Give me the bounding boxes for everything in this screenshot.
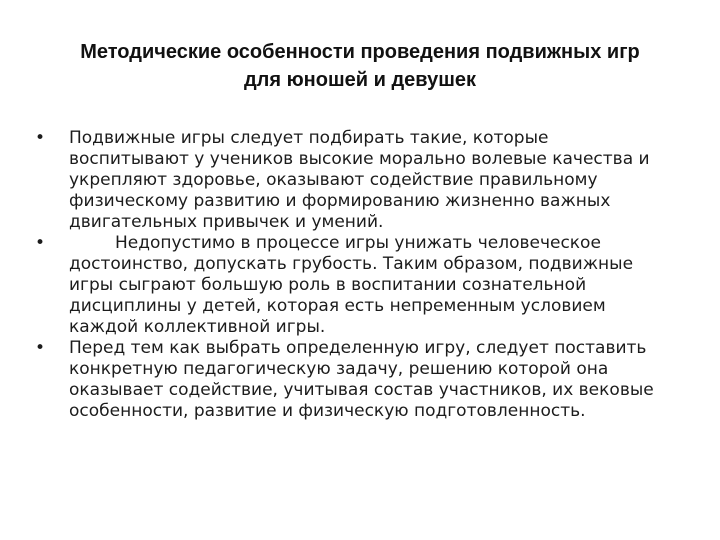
bullet-icon: • xyxy=(34,128,46,148)
bullet-2-line-2: достоинство, допускать грубость. Таким образом, подвижные xyxy=(69,254,634,274)
bullet-3-line-1: Перед тем как выбрать определенную игру, следует поставить xyxy=(69,338,647,358)
bullet-1-line-1: Подвижные игры следует подбирать такие, которые xyxy=(69,128,549,148)
bullet-item-1 xyxy=(30,128,695,233)
bullet-2-line-4: дисциплины у детей, которая есть непременным условием xyxy=(69,296,606,316)
slide-title xyxy=(40,38,680,94)
bullet-3-line-3: оказывает содействие, учитывая состав участников, их вековые xyxy=(69,380,654,400)
bullet-item-3 xyxy=(30,338,695,422)
bullet-icon: • xyxy=(34,338,46,358)
bullet-icon: • xyxy=(34,233,46,253)
bullet-2-line-3: игры сыграют большую роль в воспитании сознательной xyxy=(69,275,587,295)
slide-title-line-2: для юношей и девушек xyxy=(243,69,477,91)
bullet-1-line-5: двигательных привычек и умений. xyxy=(69,212,384,232)
bullet-3-line-4: особенности, развитие и физическую подготовленность. xyxy=(69,401,586,421)
bullet-2-line-5: каждой коллективной игры. xyxy=(69,317,326,337)
slide-title-line-1: Методические особенности проведения подвижных игр xyxy=(80,41,640,63)
bullet-2-line-1 xyxy=(69,233,695,254)
bullet-1-line-3: укрепляют здоровье, оказывают содействие правильному xyxy=(69,170,598,190)
bullet-1-line-2: воспитывают у учеников высокие морально волевые качества и xyxy=(69,149,650,169)
bullet-list xyxy=(30,128,695,422)
bullet-1-line-4: физическому развитию и формированию жизненно важных xyxy=(69,191,611,211)
bullet-item-2 xyxy=(30,233,695,338)
bullet-2-line-1-text: Недопустимо в процессе игры унижать человеческое xyxy=(115,233,601,253)
bullet-3-line-2: конкретную педагогическую задачу, решению которой она xyxy=(69,359,609,379)
